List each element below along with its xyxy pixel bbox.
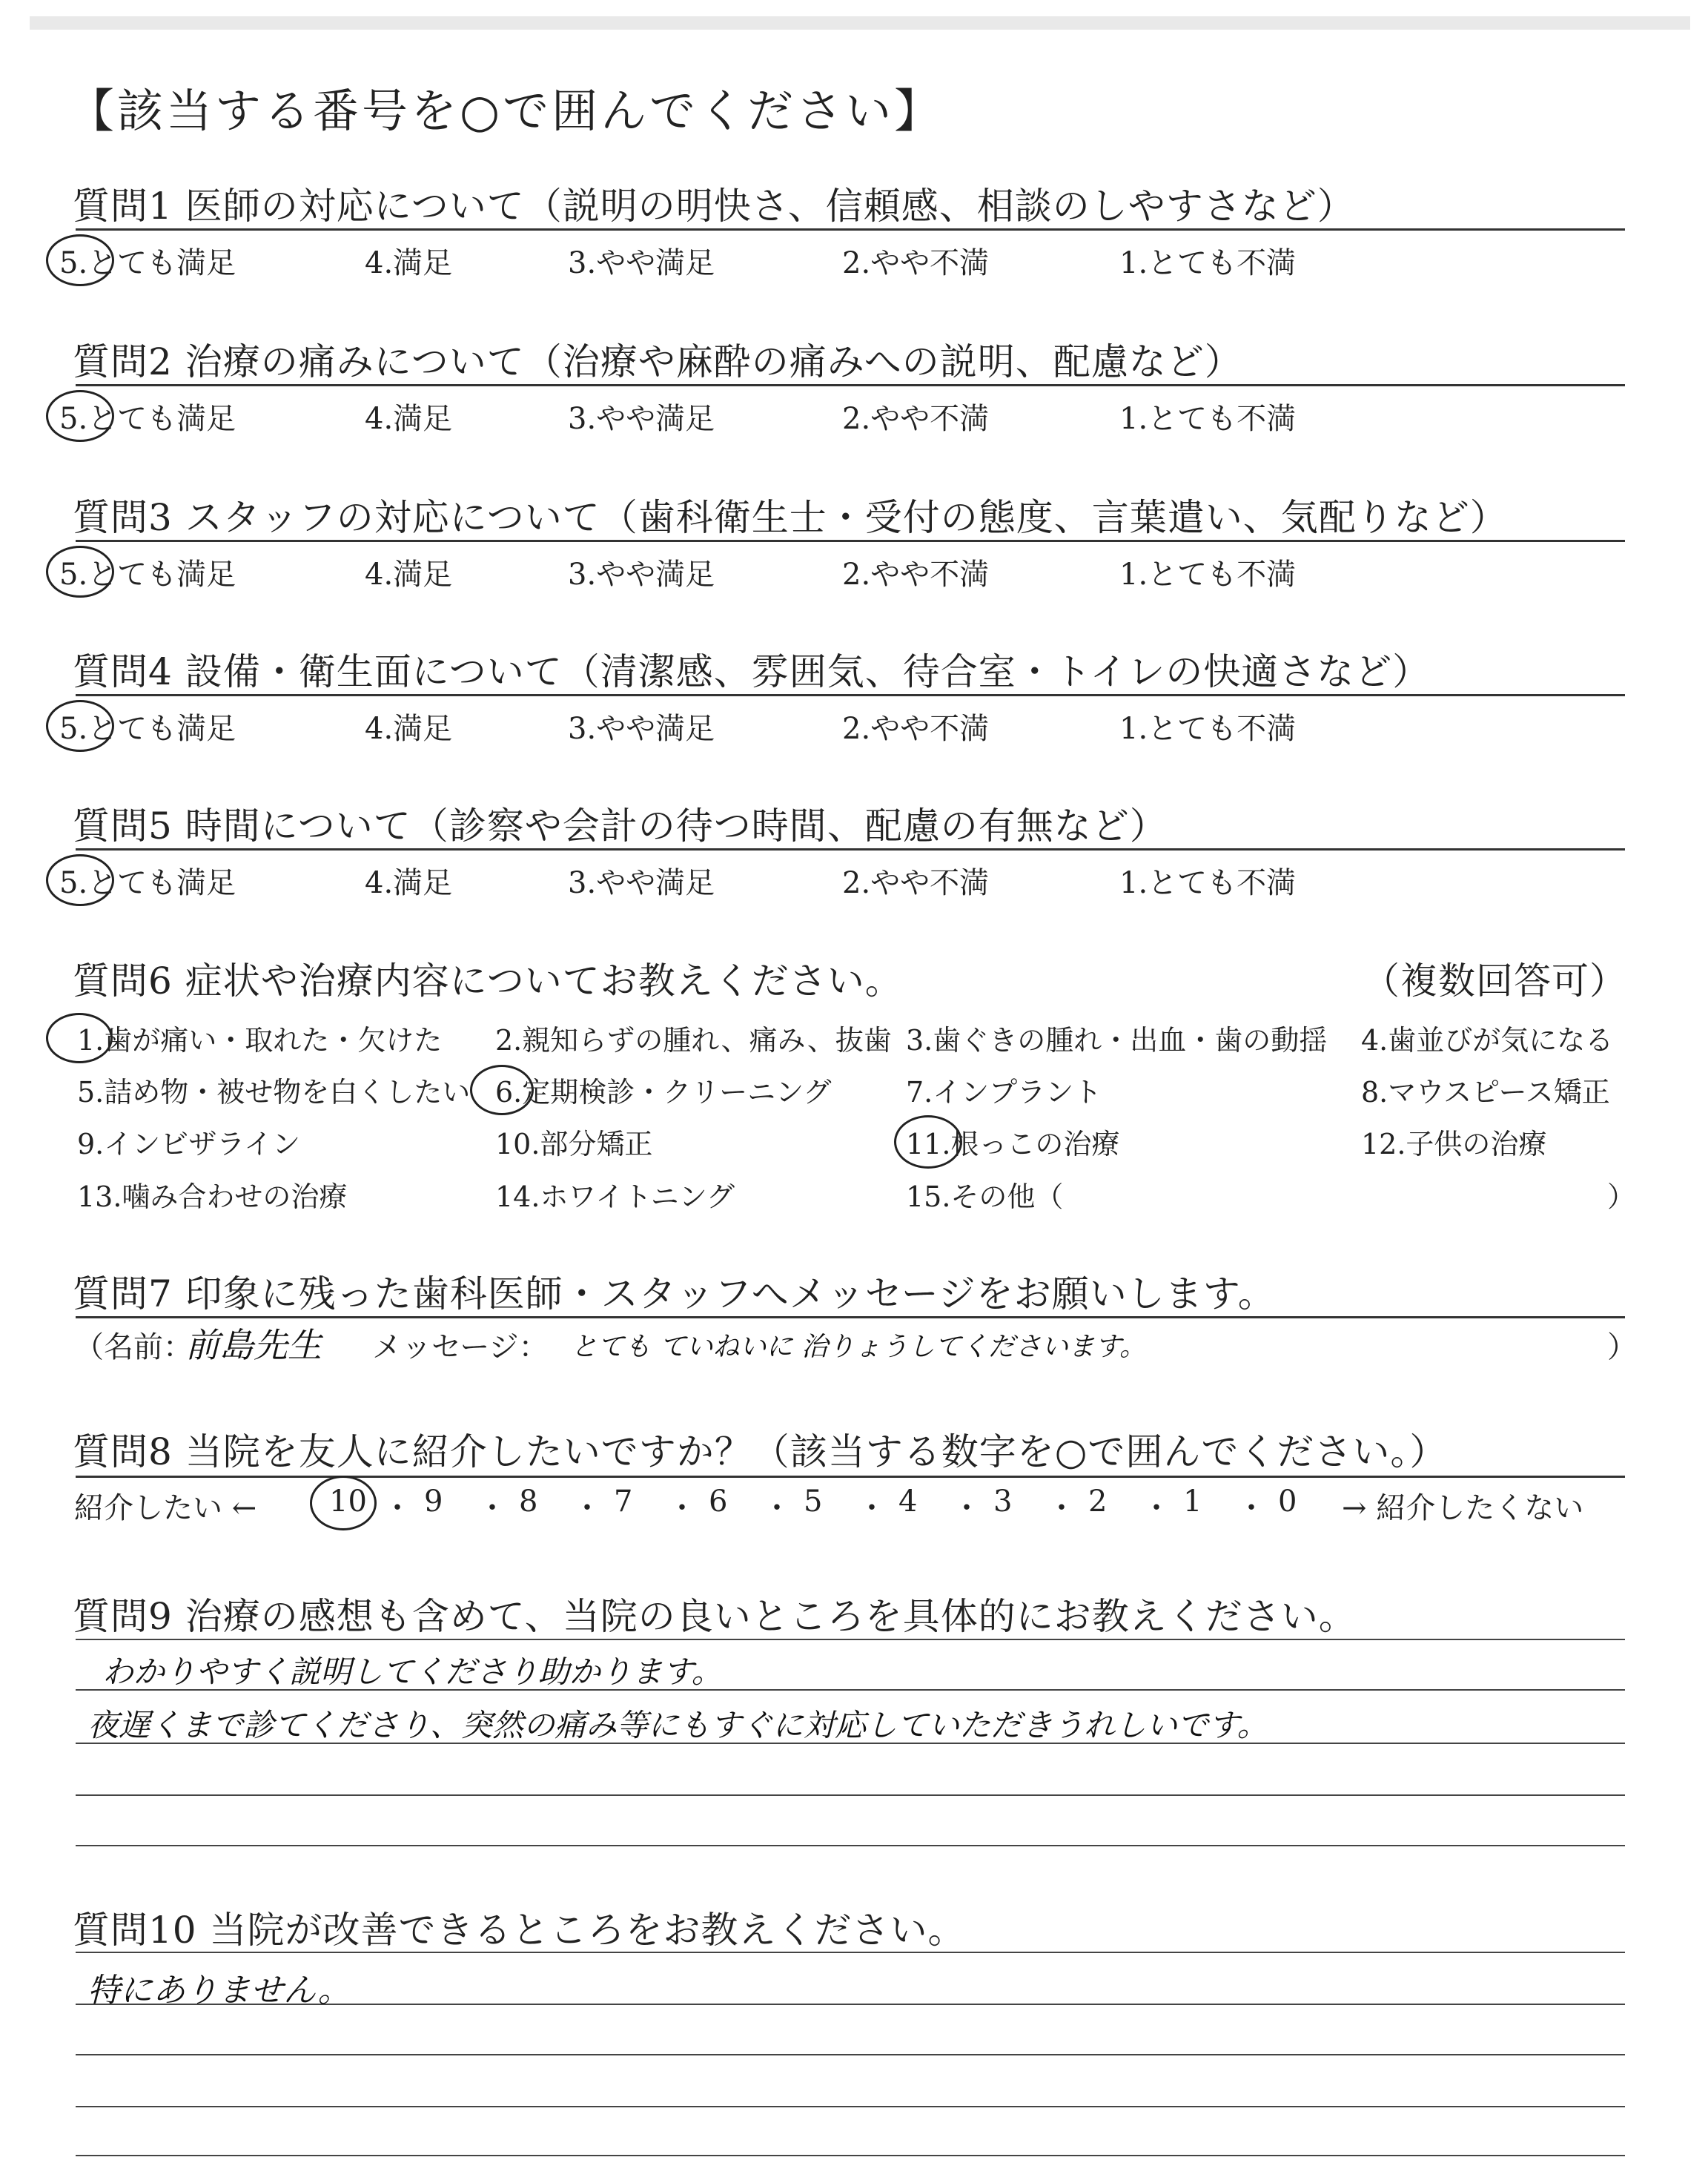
q8-scale-separator: ・ <box>667 1491 697 1525</box>
rating-question-rule <box>76 540 1625 542</box>
q6-option: 1.歯が痛い・取れた・欠けた <box>77 1024 443 1057</box>
q6-option: 12.子供の治療 <box>1361 1128 1547 1160</box>
q9-line <box>76 1794 1625 1796</box>
q10-line <box>76 1952 1625 1953</box>
q8-scale-value: 10 <box>329 1484 367 1519</box>
q8-scale-separator: ・ <box>762 1491 792 1525</box>
q8-scale-separator: ・ <box>477 1491 507 1525</box>
q8-scale-value: 3 <box>993 1484 1013 1519</box>
q8-scale-value: 9 <box>424 1484 443 1519</box>
scan-edge <box>30 16 1690 30</box>
q8-scale-separator: ・ <box>1237 1491 1266 1525</box>
q8-scale-value: 8 <box>519 1484 538 1519</box>
q10-answer-line-1: 特にありません。 <box>87 1972 351 2009</box>
q6-option: 11.根っこの治療 <box>906 1128 1120 1160</box>
q8-selected-circle <box>310 1476 377 1530</box>
rating-question-rule <box>76 228 1625 231</box>
q6-option: 4.歯並びが気になる <box>1361 1024 1614 1057</box>
q10-line <box>76 2155 1625 2156</box>
rating-option: 1.とても不満 <box>1119 246 1297 280</box>
q6-option: 15.その他（ <box>906 1180 1064 1213</box>
q6-selected-circle <box>894 1115 962 1169</box>
rating-question-title: 質問1 医師の対応について（説明の明快さ、信頼感、相談のしやすさなど） <box>73 185 1355 228</box>
q9-line <box>76 1845 1625 1846</box>
q6-option: 5.詰め物・被せ物を白くしたい <box>77 1076 471 1109</box>
rating-option: 1.とても不満 <box>1119 402 1297 436</box>
q6-option: 6.定期検診・クリーニング <box>495 1076 832 1109</box>
rating-question-rule <box>76 384 1625 386</box>
q8-scale-value: 2 <box>1088 1484 1108 1519</box>
q8-scale-separator: ・ <box>857 1491 887 1525</box>
rating-option: 3.やや満足 <box>568 558 715 592</box>
q7-close-paren: ） <box>1607 1330 1637 1364</box>
q8-scale-value: 5 <box>804 1484 823 1519</box>
q7-name-handwritten: 前島先生 <box>185 1325 322 1365</box>
q6-multi-note: （複数回答可） <box>1363 960 1627 1003</box>
rating-option: 1.とても不満 <box>1119 558 1297 592</box>
q8-title: 質問8 当院を友人に紹介したいですか？（該当する数字を○で囲んでください。） <box>73 1430 1448 1473</box>
selected-rating-circle <box>46 700 114 752</box>
q9-title: 質問9 治療の感想も含めて、当院の良いところを具体的にお教えください。 <box>73 1595 1357 1638</box>
q6-option: 9.インビザライン <box>77 1128 301 1160</box>
q8-scale-value: 1 <box>1183 1484 1202 1519</box>
q6-selected-circle <box>470 1065 534 1115</box>
rating-option: 4.満足 <box>365 866 453 900</box>
rating-option: 3.やや満足 <box>568 402 715 436</box>
q8-scale-separator: ・ <box>383 1491 412 1525</box>
q6-title: 質問6 症状や治療内容についてお教えください。 <box>73 960 903 1003</box>
q6-option: 3.歯ぐきの腫れ・出血・歯の動揺 <box>906 1024 1328 1057</box>
page-header: 【該当する番号を○で囲んでください】 <box>68 84 944 138</box>
q9-line <box>76 1639 1625 1640</box>
q10-line <box>76 2054 1625 2055</box>
rating-question-title: 質問2 治療の痛みについて（治療や麻酔の痛みへの説明、配慮など） <box>73 340 1242 383</box>
q9-answer-line-1: わかりやすく説明してくださり助かります。 <box>102 1654 723 1690</box>
q8-scale-separator: ・ <box>572 1491 602 1525</box>
rating-option: 2.やや不満 <box>842 558 990 592</box>
rating-option: 5.とても満足 <box>59 402 236 436</box>
q8-scale-separator: ・ <box>1142 1491 1171 1525</box>
rating-option: 2.やや不満 <box>842 712 990 746</box>
rating-question-rule <box>76 848 1625 851</box>
rating-option: 3.やや満足 <box>568 246 715 280</box>
q6-selected-circle <box>46 1013 113 1063</box>
q6-option: 8.マウスピース矯正 <box>1361 1076 1610 1109</box>
q6-other-close-paren: ） <box>1607 1180 1636 1213</box>
selected-rating-circle <box>46 854 114 906</box>
q8-scale-value: 7 <box>614 1484 633 1519</box>
q6-option: 10.部分矯正 <box>495 1128 653 1160</box>
q10-line <box>76 2106 1625 2107</box>
q7-name-label: （名前： <box>74 1330 193 1364</box>
q8-scale-value: 4 <box>898 1484 918 1519</box>
q8-scale-separator: ・ <box>952 1491 982 1525</box>
selected-rating-circle <box>46 234 114 286</box>
q6-option: 2.親知らずの腫れ、痛み、抜歯 <box>495 1024 892 1057</box>
rating-option: 5.とても満足 <box>59 866 236 900</box>
selected-rating-circle <box>46 546 114 598</box>
rating-option: 4.満足 <box>365 246 453 280</box>
rating-option: 1.とても不満 <box>1119 866 1297 900</box>
rating-option: 2.やや不満 <box>842 246 990 280</box>
q8-right-label: → 紹介したくない <box>1342 1491 1584 1525</box>
q7-message-label: メッセージ： <box>372 1330 549 1364</box>
rating-option: 5.とても満足 <box>59 246 236 280</box>
q6-option: 14.ホワイトニング <box>495 1180 735 1213</box>
rating-option: 2.やや不満 <box>842 866 990 900</box>
rating-option: 3.やや満足 <box>568 866 715 900</box>
rating-option: 5.とても満足 <box>59 558 236 592</box>
q8-rule <box>76 1476 1625 1478</box>
rating-option: 2.やや不満 <box>842 402 990 436</box>
rating-question-rule <box>76 694 1625 696</box>
rating-option: 4.満足 <box>365 712 453 746</box>
selected-rating-circle <box>46 390 114 442</box>
q6-option: 13.噛み合わせの治療 <box>77 1180 348 1213</box>
rating-question-title: 質問3 スタッフの対応について（歯科衛生士・受付の態度、言葉遣い、気配りなど） <box>73 496 1508 539</box>
q7-message-handwritten: とても ていねいに 治りょうしてくださいます。 <box>571 1332 1147 1362</box>
q8-scale-value: 6 <box>709 1484 728 1519</box>
q6-option: 7.インプラント <box>906 1076 1102 1109</box>
rating-option: 1.とても不満 <box>1119 712 1297 746</box>
q9-answer-line-2: 夜遅くまで診てくださり、突然の痛み等にもすぐに対応していただきうれしいです。 <box>87 1707 1268 1743</box>
q10-title: 質問10 当院が改善できるところをお教えください。 <box>73 1909 966 1952</box>
q8-scale-value: 0 <box>1278 1484 1297 1519</box>
rating-option: 5.とても満足 <box>59 712 236 746</box>
rating-option: 3.やや満足 <box>568 712 715 746</box>
rating-question-title: 質問4 設備・衛生面について（清潔感、雰囲気、待合室・トイレの快適さなど） <box>73 650 1431 693</box>
q8-left-label: 紹介したい ← <box>74 1491 257 1525</box>
q7-title: 質問7 印象に残った歯科医師・スタッフへメッセージをお願いします。 <box>73 1272 1276 1315</box>
rating-option: 4.満足 <box>365 558 453 592</box>
rating-question-title: 質問5 時間について（診察や会計の待つ時間、配慮の有無など） <box>73 805 1168 848</box>
q8-scale-separator: ・ <box>1047 1491 1076 1525</box>
rating-option: 4.満足 <box>365 402 453 436</box>
